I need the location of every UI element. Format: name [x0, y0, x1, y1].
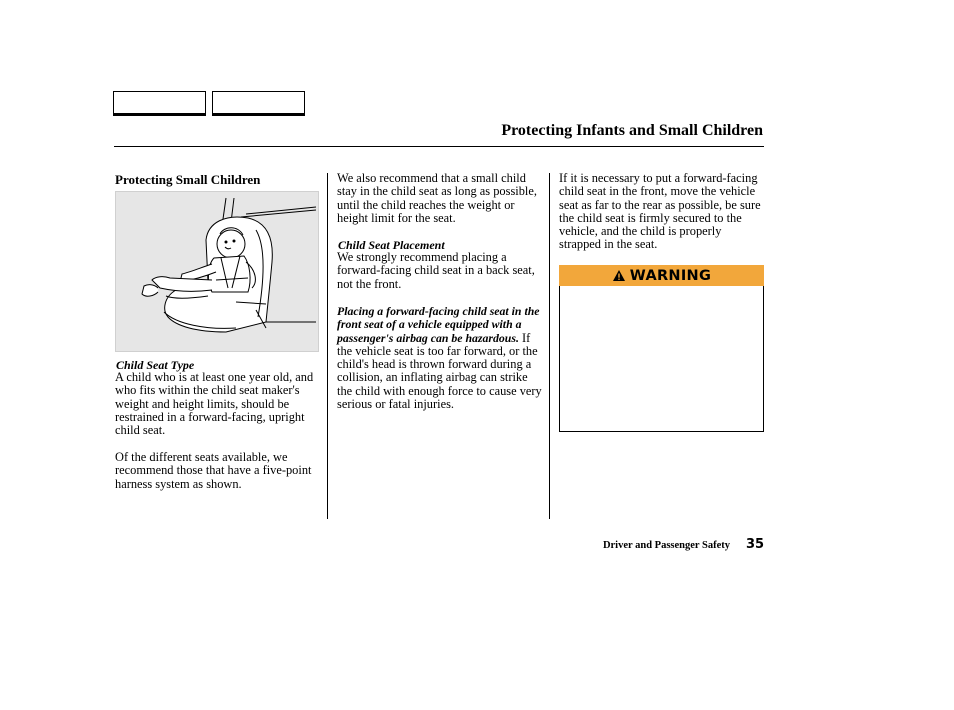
title-divider	[114, 146, 764, 147]
col2-paragraph-1: We also recommend that a small child stay in the child seat as long as possible, until the child reaches the weight or height limit for the seat.	[337, 171, 537, 225]
col1-paragraph-1: A child who is at least one year old, and who fits within the child seat maker's weight and height limits, should be restrained in a forward-facing, upright child seat.	[115, 370, 314, 438]
col3-paragraph-1: If it is necessary to put a forward-facing child seat in the front, move the vehicle seat as far to the rear as possible, be sure the child seat is firmly secured to the vehicle, and the child is properly strapped in the seat.	[559, 171, 761, 252]
warning-box	[559, 286, 764, 432]
col2-warning-paragraph	[337, 305, 544, 411]
column-divider-1	[327, 173, 328, 519]
nav-button-1[interactable]	[113, 91, 206, 116]
child-seat-illustration	[115, 191, 319, 352]
page-title: Protecting Infants and Small Children	[501, 122, 763, 139]
warning-banner	[559, 265, 764, 286]
warning-triangle-icon	[612, 269, 626, 282]
nav-button-2[interactable]	[212, 91, 305, 116]
section-heading: Protecting Small Children	[115, 172, 261, 187]
placement-subheading: Child Seat Placement	[338, 238, 445, 252]
warning-body-text: If the vehicle seat is too far forward, or the child's head is thrown forward during a collision, an inflating airbag can strike the child with enough force to cause very serious or fatal injuries.	[337, 330, 542, 412]
figure-caption: Child Seat Type	[116, 358, 195, 372]
page-number: 35	[746, 537, 765, 552]
warning-lead-text: Placing a forward-facing child seat in the front seat of a vehicle equipped with a passenger's airbag can be hazardous.	[337, 304, 540, 345]
col1-paragraph-2: Of the different seats available, we recommend those that have a five-point harness system as shown.	[115, 450, 312, 491]
column-divider-2	[549, 173, 550, 519]
warning-label: WARNING	[629, 267, 712, 284]
col2-paragraph-2: We strongly recommend placing a forward-facing child seat in a back seat, not the front.	[337, 250, 535, 291]
footer-section-title: Driver and Passenger Safety	[602, 540, 730, 551]
